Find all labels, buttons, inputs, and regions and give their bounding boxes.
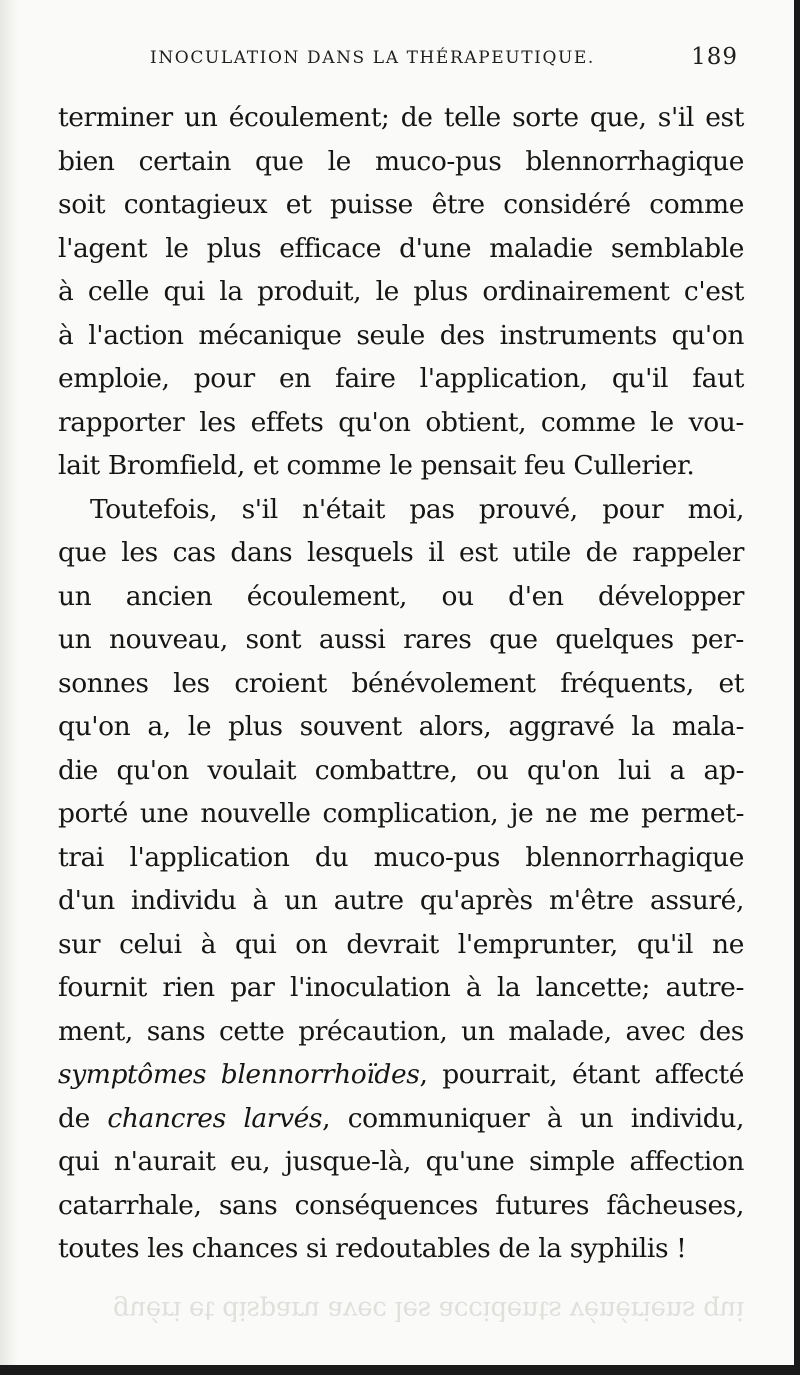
text-line: porté une nouvelle complication, je ne me permet- (58, 798, 744, 829)
page-gutter-shadow (0, 0, 18, 1365)
text-line: un ancien écoulement, ou d'en développer (58, 580, 744, 612)
text-line: à l'action mécanique seule des instruments qu'on (58, 319, 744, 351)
text-line: rapporter les effets qu'on obtient, comme le vou- (58, 406, 744, 438)
body-text (58, 96, 744, 1271)
italic-term: symptômes blennorrhoïdes (58, 1059, 420, 1090)
page-number: 189 (691, 44, 738, 70)
paragraph-start-line: Toutefois, s'il n'était pas prouvé, pour moi, (90, 493, 744, 525)
text-line: ment, sans cette précaution, un malade, avec des (58, 1015, 744, 1047)
text-line: catarrhale, sans conséquences futures fâcheuses, (58, 1189, 744, 1221)
text-line: un nouveau, sont aussi rares que quelques per- (58, 624, 744, 655)
text-line: die qu'on voulait combattre, ou qu'on lui a ap- (58, 754, 744, 786)
italic-term: chancres larvés (107, 1102, 323, 1134)
text-line: que les cas dans lesquels il est utile de rappeler (58, 537, 744, 568)
show-through-text: guéri et disparu avec les accidents vénériens qui (113, 1295, 744, 1325)
text-line: soit contagieux et puisse être considéré comme (58, 189, 744, 220)
text-line: sur celui à qui on devrait l'emprunter, qu'il ne (58, 928, 744, 960)
text-line: sonnes les croient bénévolement fréquents, et (58, 667, 744, 699)
text-line-with-italic (58, 1097, 744, 1141)
paragraph-end-line: lait Bromfield, et comme le pensait feu Cullerier. (58, 450, 695, 481)
text-line-with-italic (58, 1053, 744, 1097)
text-line: emploie, pour en faire l'application, qu'il faut (58, 363, 744, 394)
text-segment: de (58, 1102, 108, 1134)
text-line: terminer un écoulement; de telle sorte que, s'il est (58, 102, 744, 133)
paragraph-end-line: toutes les chances si redoutables de la syphilis ! (58, 1233, 687, 1264)
text-line: qui n'aurait eu, jusque-là, qu'une simple affection (58, 1146, 744, 1177)
text-line: à celle qui la produit, le plus ordinairement c'est (58, 276, 744, 307)
text-segment: , communiquer à un individu, (322, 1102, 745, 1134)
text-line: qu'on a, le plus souvent alors, aggravé la mala- (58, 711, 744, 742)
text-line: trai l'application du muco-pus blennorrhagique (58, 841, 744, 873)
running-title: INOCULATION DANS LA THÉRAPEUTIQUE. (150, 48, 595, 68)
text-line: d'un individu à un autre qu'après m'être assuré, (58, 885, 744, 916)
running-head (150, 44, 740, 74)
text-segment: , pourrait, étant affecté (419, 1059, 744, 1090)
text-line: bien certain que le muco-pus blennorrhagique (58, 145, 744, 177)
text-line: fournit rien par l'inoculation à la lancette; autre- (58, 972, 744, 1003)
text-line: l'agent le plus efficace d'une maladie semblable (58, 232, 744, 264)
